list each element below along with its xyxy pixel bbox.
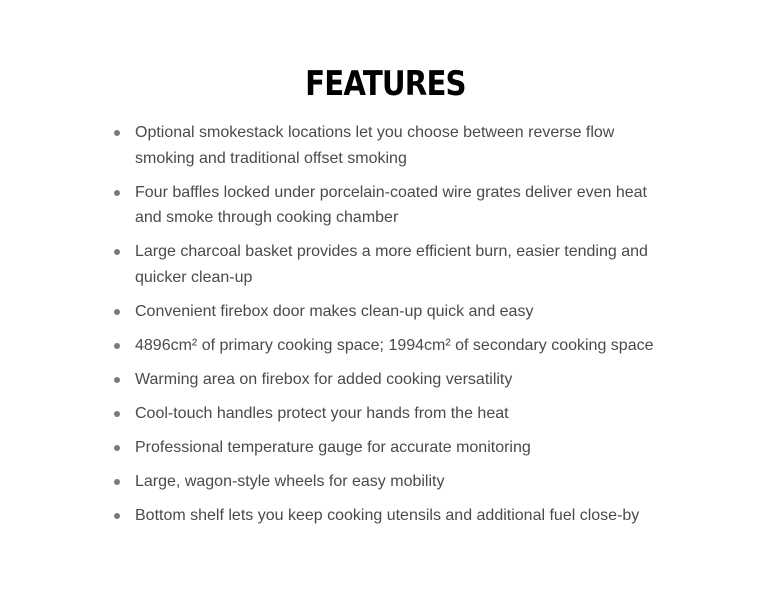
feature-item <box>112 401 657 427</box>
feature-text: Four baffles locked under porcelain-coated wire grates deliver even heat and smoke through cooking chamber <box>135 183 647 226</box>
bullet-icon <box>114 190 120 196</box>
feature-item <box>112 469 657 495</box>
bullet-icon <box>114 513 120 519</box>
feature-text: Large, wagon-style wheels for easy mobility <box>135 472 445 490</box>
feature-item <box>112 239 657 290</box>
feature-text: Professional temperature gauge for accurate monitoring <box>135 438 531 456</box>
feature-list <box>112 120 657 537</box>
feature-text: 4896cm² of primary cooking space; 1994cm² of secondary cooking space <box>135 336 654 354</box>
bullet-icon <box>114 343 120 349</box>
features-title: FEATURES <box>305 64 466 104</box>
feature-text: Warming area on firebox for added cooking versatility <box>135 370 513 388</box>
feature-text: Bottom shelf lets you keep cooking utensils and additional fuel close-by <box>135 506 640 524</box>
feature-item <box>112 503 657 529</box>
feature-text: Convenient firebox door makes clean-up quick and easy <box>135 302 534 320</box>
bullet-icon <box>114 309 120 315</box>
feature-item <box>112 299 657 325</box>
feature-text: Large charcoal basket provides a more efficient burn, easier tending and quicker clean-up <box>135 243 648 286</box>
bullet-icon <box>114 479 120 485</box>
bullet-icon <box>114 411 120 417</box>
bullet-icon <box>114 445 120 451</box>
feature-text: Cool-touch handles protect your hands from the heat <box>135 404 509 422</box>
feature-item <box>112 367 657 393</box>
feature-text: Optional smokestack locations let you choose between reverse flow smoking and traditional offset smoking <box>135 124 615 167</box>
feature-item <box>112 120 657 171</box>
feature-item <box>112 180 657 231</box>
feature-item <box>112 435 657 461</box>
bullet-icon <box>114 249 120 255</box>
bullet-icon <box>114 377 120 383</box>
bullet-icon <box>114 130 120 136</box>
feature-item <box>112 333 657 359</box>
